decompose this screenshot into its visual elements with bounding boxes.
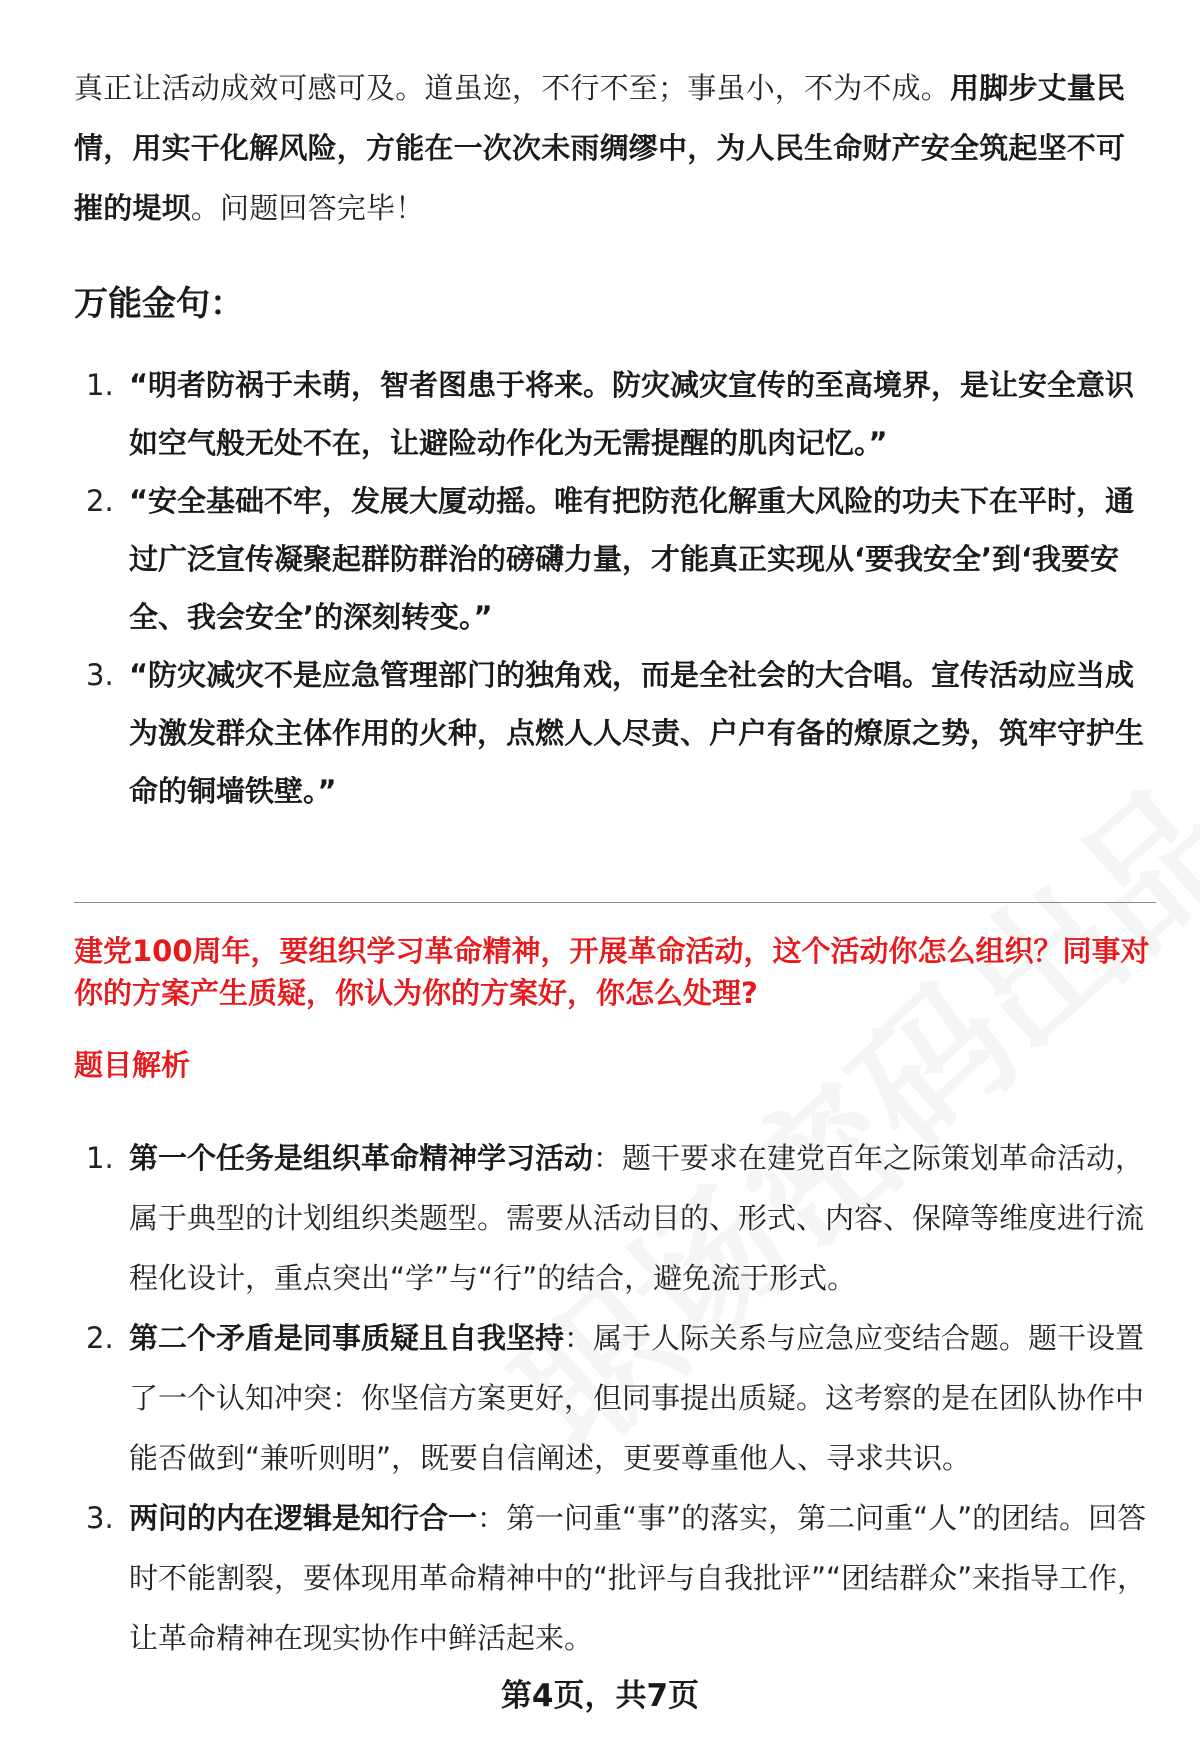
- analysis-list: [74, 1128, 1164, 1668]
- golden-quote: “明者防祸于未萌，智者图患于将来。防灾减灾宣传的至高境界，是让安全意识如空气般无处不在，让避险动作化为无需提醒的肌肉记忆。”: [129, 368, 1135, 460]
- list-number: 1.: [86, 368, 114, 402]
- divider: [74, 902, 1156, 903]
- intro-paragraph: [74, 58, 1154, 238]
- list-number: 3.: [86, 1501, 114, 1535]
- golden-heading: 万能金句：: [74, 284, 244, 324]
- list-item: [74, 646, 1154, 820]
- intro-normal-text: 真正让活动成效可感可及。道虽迩，不行不至；事虽小，不为不成。: [74, 71, 951, 105]
- intro-bold-text: 用脚步丈量民情，用实干化解风险，方能在一次次未雨绸缪中，为人民生命财产安全筑起坚不可摧的堤坝: [74, 71, 1126, 225]
- list-number: 2.: [86, 484, 114, 518]
- analysis-point-text: ：题干要求在建党百年之际策划革命活动，属于典型的计划组织类题型。需要从活动目的、形式、内容、保障等维度进行流程化设计，重点突出“学”与“行”的结合，避免流于形式。: [129, 1141, 1145, 1295]
- analysis-point-text: ：第一问重“事”的落实，第二问重“人”的团结。回答时不能割裂，要体现用革命精神中的“批评与自我批评”“团结群众”来指导工作，让革命精神在现实协作中鲜活起来。: [129, 1501, 1147, 1655]
- analysis-point-title: 第二个矛盾是同事质疑且自我坚持: [129, 1321, 565, 1355]
- list-number: 1.: [86, 1141, 114, 1175]
- top-section: [74, 58, 1154, 820]
- list-item: [74, 1488, 1164, 1668]
- analysis-point-title: 第一个任务是组织革命精神学习活动: [129, 1141, 594, 1175]
- question-section: [74, 930, 1164, 1668]
- page-footer: 第4页，共7页: [500, 1678, 700, 1714]
- intro-tail-text: 。问题回答完毕！: [190, 191, 425, 225]
- list-item: [74, 472, 1154, 646]
- list-item: [74, 356, 1154, 472]
- list-number: 2.: [86, 1321, 114, 1355]
- analysis-point-text: ：属于人际关系与应急应变结合题。题干设置了一个认知冲突：你坚信方案更好，但同事提出质疑。这考察的是在团队协作中能否做到“兼听则明”，既要自信阐述，更要尊重他人、寻求共识。: [129, 1321, 1145, 1475]
- analysis-heading: 题目解析: [74, 1048, 191, 1082]
- question-title: 建党100周年，要组织学习革命精神，开展革命活动，这个活动你怎么组织？同事对你的方案产生质疑，你认为你的方案好，你怎么处理?: [74, 934, 1150, 1010]
- list-item: [74, 1308, 1164, 1488]
- golden-quote: “防灾减灾不是应急管理部门的独角戏，而是全社会的大合唱。宣传活动应当成为激发群众主体作用的火种，点燃人人尽责、户户有备的燎原之势，筑牢守护生命的铜墙铁壁。”: [129, 658, 1145, 808]
- golden-list: [74, 356, 1154, 820]
- list-item: [74, 1128, 1164, 1308]
- analysis-point-title: 两问的内在逻辑是知行合一: [129, 1501, 478, 1535]
- list-number: 3.: [86, 658, 114, 692]
- golden-quote: “安全基础不牢，发展大厦动摇。唯有把防范化解重大风险的功夫下在平时，通过广泛宣传凝聚起群防群治的磅礴力量，才能真正实现从‘要我安全’到‘我要安全、我会安全’的深刻转变。”: [129, 484, 1135, 634]
